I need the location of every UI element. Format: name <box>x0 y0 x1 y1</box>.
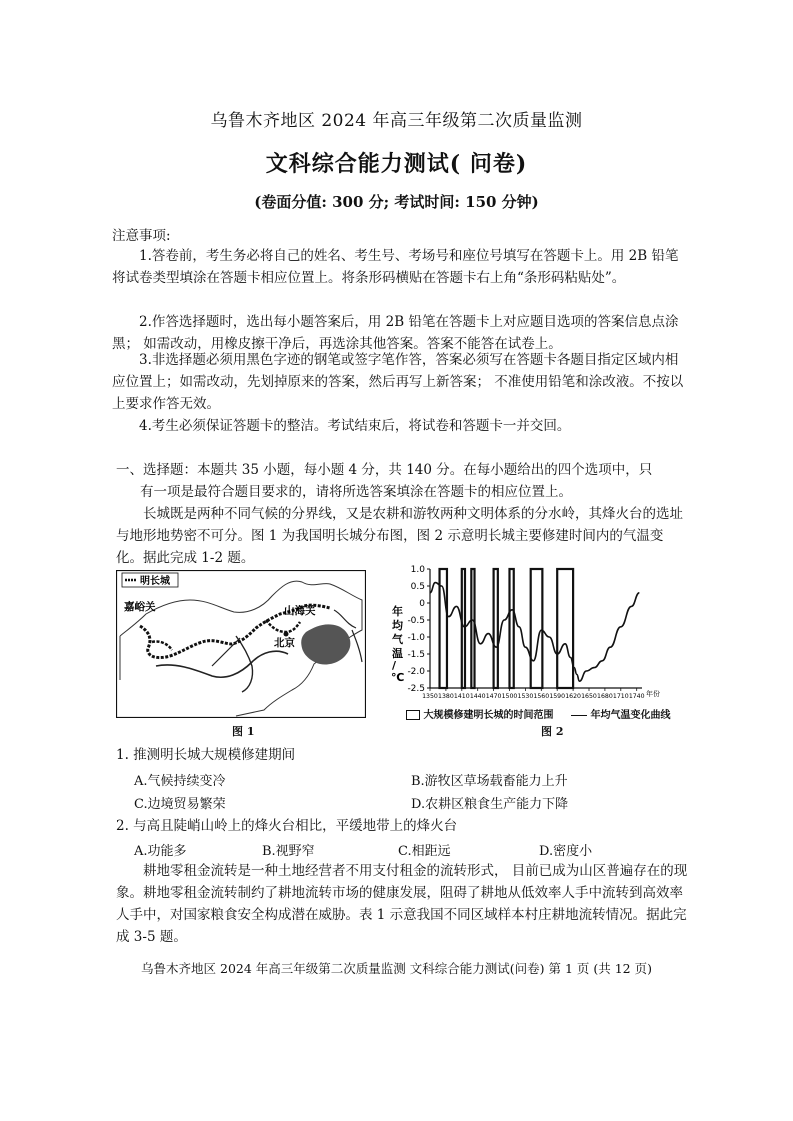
notes-heading: 注意事项: <box>112 228 171 244</box>
x-tick-label: 1470 <box>485 693 502 700</box>
question-2-stem: 2. 与高且陡峭山岭上的烽火台相比，平缓地带上的烽火台 <box>116 818 458 834</box>
question-2-option-c: C.相距远 <box>398 844 451 859</box>
question-2-option-d: D.密度小 <box>539 844 593 859</box>
y-tick-label: -2.0 <box>407 667 425 677</box>
x-tick-label: 1560 <box>533 693 550 700</box>
x-tick-label: 1350 <box>422 693 438 700</box>
page-footer: 乌鲁木齐地区 2024 年高三年级第二次质量监测 文科综合能力测试(问卷) 第 1 页 (共 12 页) <box>141 961 652 976</box>
passage-farmland: 耕地零租金流转是一种土地经营者不用支付租金的流转形式， 目前已成为山区普遍存在的现象。耕地零租金流转制约了耕地流转市场的健康发展，阻碍了耕地从低效率人手中流转到高效率人手中，对国家粮食安全构成潜在威胁。表 1 示意我国不同区域样本村庄耕地流转情况。据此完成 3-5 题。 <box>116 863 688 945</box>
note-item: 4.考生必须保证答题卡的整洁。考试结束后，将试卷和答题卡一并交回。 <box>139 418 571 434</box>
x-tick-label: 1710 <box>612 693 629 700</box>
construction-period-bar <box>440 569 447 688</box>
legend-bar-label: 大规模修建明长城的时间范围 <box>423 710 554 721</box>
y-tick-label: 0 <box>419 599 425 609</box>
x-tick-label: 1440 <box>469 693 486 700</box>
y-axis-label-4: 温 <box>392 647 403 660</box>
construction-period-bar <box>557 569 573 688</box>
y-tick-label: -0.5 <box>407 616 425 626</box>
score-time-info: (卷面分值: 300 分; 考试时间: 150 分钟) <box>254 193 539 211</box>
figure-1-caption: 图 1 <box>232 725 255 738</box>
y-tick-label: -1.5 <box>407 650 425 660</box>
note-item: 2.作答选择题时，选出每小题答案后，用 2B 铅笔在答题卡上对应题目选项的答案信息点涂黑； 如需改动，用橡皮擦干净后，再选涂其他答案。答案不能答在试卷上。 <box>112 314 679 352</box>
question-2-option-b: B.视野窄 <box>262 844 315 859</box>
figure-2-caption: 图 2 <box>541 725 564 738</box>
question-1-option-d: D.农耕区粮食生产能力下降 <box>411 797 569 812</box>
x-tick-label: 1590 <box>549 693 566 700</box>
y-tick-label: -2.5 <box>407 684 425 694</box>
y-axis-label-1: 年 <box>392 605 403 618</box>
legend-line-label: 年均气温变化曲线 <box>590 710 671 721</box>
figure-1-map <box>116 570 366 718</box>
note-item: 1.答卷前，考生务必将自己的姓名、考生号、考场号和座位号填写在答题卡上。用 2B 铅笔将试卷类型填涂在答题卡相应位置上。将条形码横贴在答题卡右上角“条形码粘贴处”。 <box>112 248 679 286</box>
figure-2-legend <box>406 706 670 721</box>
y-axis-label-6: ℃ <box>391 671 405 684</box>
section-line: 一、选择题：本题共 35 小题，每小题 4 分，共 140 分。在每小题给出的四个选项中，只 <box>116 462 653 478</box>
label-shanhaiguan: 山海关 <box>284 605 316 617</box>
y-axis-label-3: 气 <box>392 633 403 646</box>
y-axis-label-2: 均 <box>392 619 403 632</box>
x-tick-label: 1650 <box>581 693 597 700</box>
note-item: 3.非选择题必须用黑色字迹的钢笔或签字笔作答，答案必须写在答题卡各题目指定区域内相应位置上；如需改动，先划掉原来的答案，然后再写上新答案； 不准使用铅笔和涂改液。不按以上要求作答无效。 <box>112 352 684 412</box>
y-tick-label: 0.5 <box>410 582 425 592</box>
question-1-option-b: B.游牧区草场载畜能力上升 <box>411 774 568 789</box>
x-tick-label: 1620 <box>565 693 581 700</box>
construction-period-bar <box>510 569 514 688</box>
x-unit-label: 年份 <box>646 690 660 698</box>
x-tick-label: 1740 <box>628 693 645 700</box>
construction-period-bar <box>531 569 543 688</box>
line-legend-icon <box>571 715 587 716</box>
question-1-option-c: C.边境贸易繁荣 <box>134 797 226 812</box>
paper-title: 文科综合能力测试( 问卷) <box>265 151 528 177</box>
y-tick-label: -1.0 <box>407 633 425 643</box>
x-tick-label: 1680 <box>597 693 613 700</box>
construction-period-bar <box>462 569 465 688</box>
passage-great-wall: 长城既是两种不同气候的分界线，又是农耕和游牧两种文明体系的分水岭，其烽火台的选址与地形地势密不可分。图 1 为我国明长城分布图，图 2 示意明长城主要修建时间内的气温变化。据此完成 1-2 题。 <box>116 506 683 566</box>
beijing-marker <box>284 632 289 637</box>
section-instructions <box>116 459 690 503</box>
exam-title: 乌鲁木齐地区 2024 年高三年级第二次质量监测 <box>210 111 583 131</box>
question-1-option-a: A.气候持续变冷 <box>134 774 226 789</box>
construction-period-bar <box>494 569 498 688</box>
x-tick-label: 1530 <box>517 693 534 700</box>
y-axis-label-5: / <box>392 659 397 672</box>
x-tick-label: 1410 <box>453 693 470 700</box>
y-tick-label: 1.0 <box>410 565 425 575</box>
x-tick-label: 1380 <box>438 693 454 700</box>
label-beijing: 北京 <box>274 637 295 649</box>
map-legend-label: 明长城 <box>140 576 170 587</box>
question-2-option-a: A.功能多 <box>134 844 187 859</box>
section-line: 有一项是最符合题目要求的，请将所选答案填涂在答题卡的相应位置上。 <box>140 484 572 500</box>
bar-legend-icon <box>406 710 420 720</box>
x-tick-label: 1500 <box>501 693 518 700</box>
label-jiayuguan: 嘉峪关 <box>124 601 156 613</box>
figure-2-chart <box>386 563 686 723</box>
construction-period-bar <box>471 569 474 688</box>
question-1-stem: 1. 推测明长城大规模修建期间 <box>116 747 296 763</box>
